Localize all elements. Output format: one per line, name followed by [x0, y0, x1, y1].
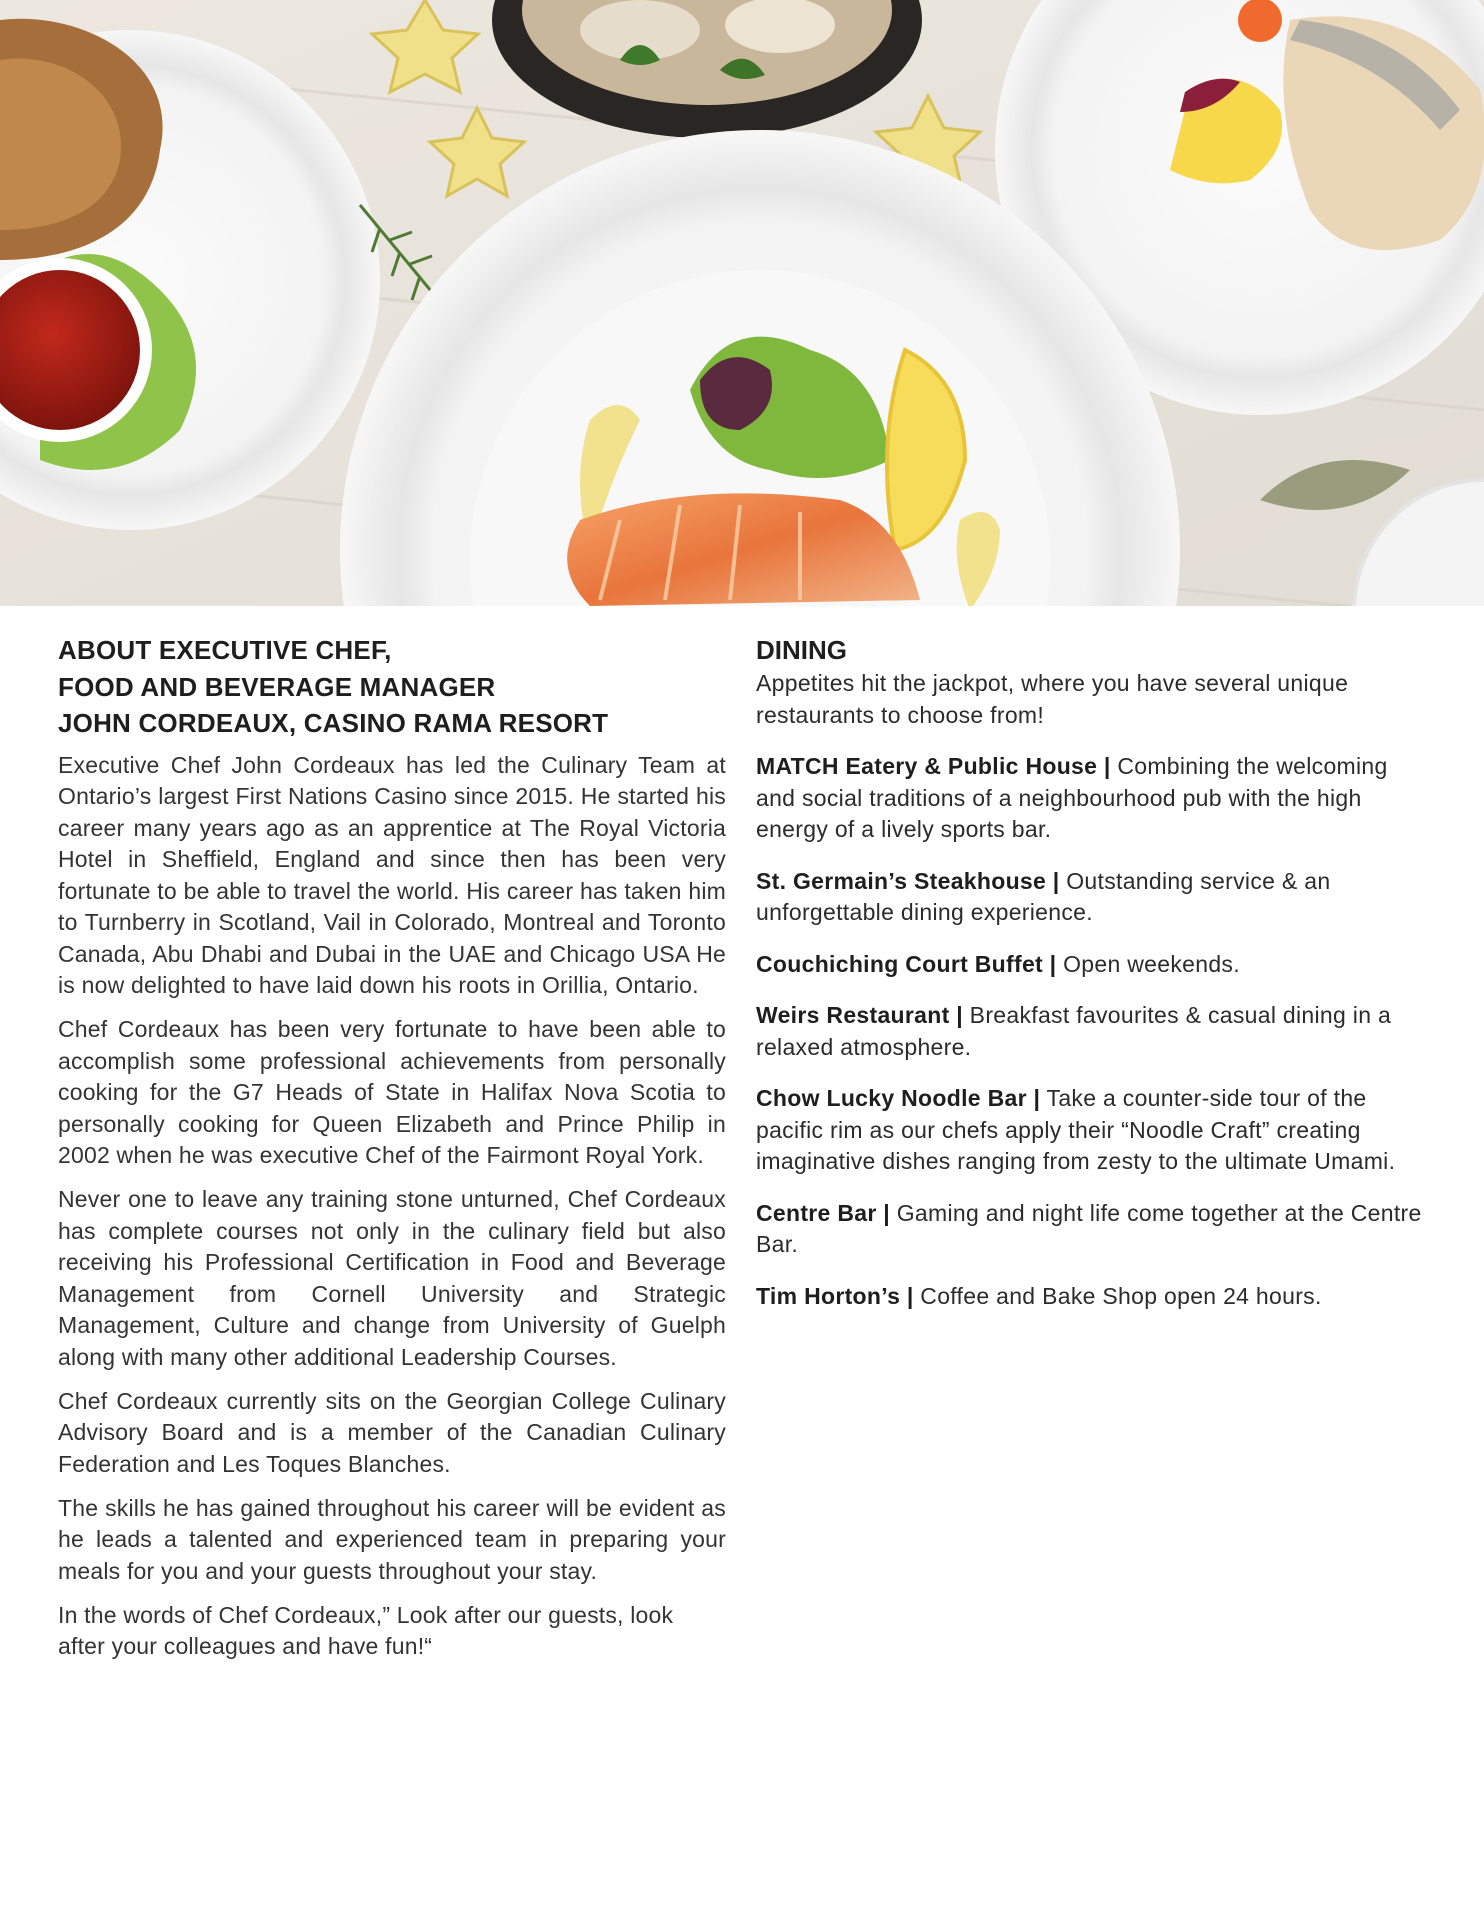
venue-description: Outstanding service & an unforgettable dining experience.: [756, 867, 1331, 925]
venue-item: [756, 949, 1432, 981]
venue-description: Breakfast favourites & casual dining in a relaxed atmosphere.: [756, 1002, 1392, 1060]
about-chef-heading: [58, 632, 726, 742]
venue-name: Centre Bar |: [756, 1199, 891, 1226]
venue-name: St. Germain’s Steakhouse |: [756, 867, 1060, 894]
about-paragraph: Never one to leave any training stone unturned, Chef Cordeaux has complete courses not only in the culinary field but also receiving his Professional Certification in Food and Beverage Management from Cornell University and Strategic Management, Culture and change from University of Guelph along with many other additional Leadership Courses.: [58, 1186, 726, 1370]
venue-name: Couchiching Court Buffet |: [756, 950, 1057, 977]
dining-heading: DINING: [756, 635, 847, 665]
dining-intro: Appetites hit the jackpot, where you have several unique restaurants to choose from!: [756, 670, 1349, 728]
heading-line: JOHN CORDEAUX, CASINO RAMA RESORT: [58, 708, 609, 738]
about-paragraph: Executive Chef John Cordeaux has led the Culinary Team at Ontario’s largest First Nations Casino since 2015. He started his career many years ago as an apprentice at The Royal Victoria Hotel in Sheffield, England and since then has been very fortunate to be able to travel the world. His career has taken him to Turnberry in Scotland, Vail in Colorado, Montreal and Toronto Canada, Abu Dhabi and Dubai in the UAE and Chicago USA He is now delighted to have laid down his roots in Orillia, Ontario.: [58, 751, 726, 998]
hero-food-photo: [0, 0, 1484, 606]
heading-line: FOOD AND BEVERAGE MANAGER: [58, 671, 496, 702]
venue-name: Chow Lucky Noodle Bar |: [756, 1085, 1041, 1111]
venue-item: [756, 1198, 1432, 1261]
venue-description: Gaming and night life come together at the Centre Bar.: [756, 1199, 1422, 1257]
about-chef-section: [58, 632, 726, 1675]
about-paragraph: Chef Cordeaux currently sits on the Georgian College Culinary Advisory Board and is a member of the Canadian Culinary Federation and Les Toques Blanches.: [58, 1387, 726, 1477]
venue-item: [756, 1281, 1432, 1313]
about-paragraph: Chef Cordeaux has been very fortunate to have been able to accomplish some professional achievements from personally cooking for the G7 Heads of State in Halifax Nova Scotia to personally cooking for Queen Elizabeth and Prince Philip in 2002 when he was executive Chef of the Fairmont Royal York.: [58, 1016, 726, 1168]
venue-description: Open weekends.: [1056, 950, 1240, 977]
venue-description: Coffee and Bake Shop open 24 hours.: [913, 1282, 1322, 1309]
venue-item: [756, 751, 1432, 846]
venue-name: Weirs Restaurant |: [756, 1002, 963, 1028]
venue-item: [756, 1083, 1432, 1178]
venue-description: Take a counter-side tour of the pacific rim as our chefs apply their “Noodle Craft” creating imaginative dishes ranging from zesty to the ultimate Umami.: [756, 1085, 1396, 1174]
venue-description: Combining the welcoming and social traditions of a neighbourhood pub with the high energy of a lively sports bar.: [756, 753, 1388, 842]
venue-name: MATCH Eatery & Public House |: [756, 753, 1111, 779]
venue-item: [756, 866, 1432, 929]
venue-item: [756, 1000, 1432, 1063]
heading-line: ABOUT EXECUTIVE CHEF,: [58, 635, 392, 665]
about-paragraph: In the words of Chef Cordeaux,” Look after our guests, look after your colleagues and have fun!“: [58, 1601, 674, 1659]
dining-section: [756, 632, 1432, 1332]
venue-name: Tim Horton’s |: [756, 1282, 914, 1309]
about-paragraph: The skills he has gained throughout his career will be evident as he leads a talented and experienced team in preparing your meals for you and your guests throughout your stay.: [58, 1494, 726, 1584]
